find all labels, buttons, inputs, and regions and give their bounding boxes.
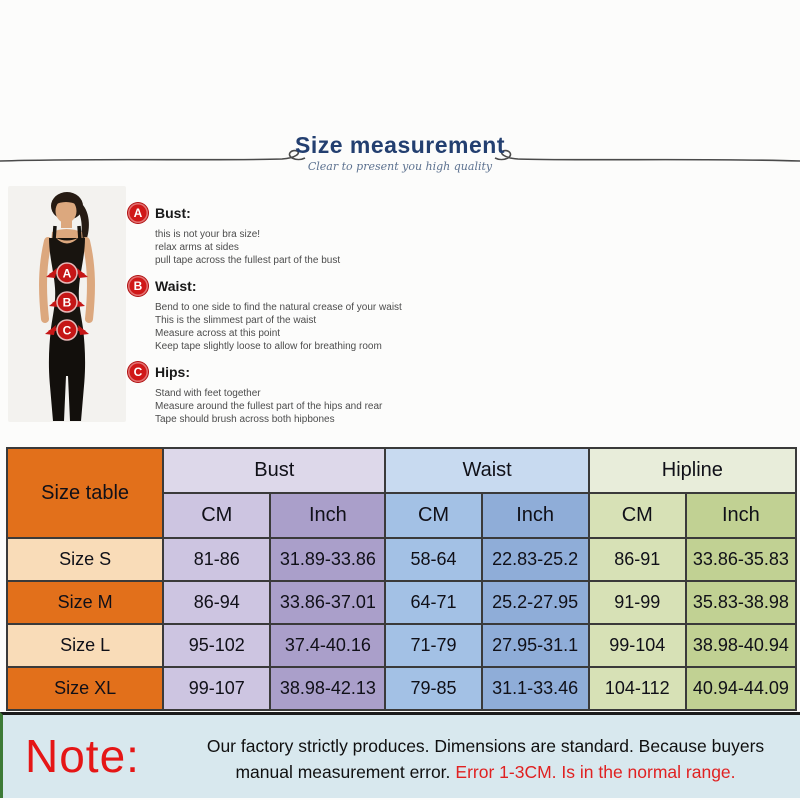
guide-section-waist — [128, 276, 488, 353]
data-cell: 79-85 — [385, 667, 481, 710]
guide-line: Tape should brush across both hipbones — [155, 414, 335, 425]
marker-b-icon: B — [128, 276, 148, 296]
data-cell: 38.98-40.94 — [686, 624, 796, 667]
note-line-2: manual measurement error. — [235, 762, 451, 782]
data-cell: 99-107 — [163, 667, 270, 710]
data-cell: 22.83-25.2 — [482, 538, 589, 581]
guide-section-hips — [128, 362, 488, 426]
marker-c-icon: C — [128, 362, 148, 382]
guide-line: relax arms at sides — [155, 242, 239, 253]
guide-line: pull tape across the fullest part of the bust — [155, 255, 341, 266]
data-cell: 27.95-31.1 — [482, 624, 589, 667]
unit-header-hip-cm: CM — [589, 493, 686, 538]
data-cell: 31.1-33.46 — [482, 667, 589, 710]
guide-title-bust: Bust: — [155, 205, 191, 221]
page-subtitle: Clear to present you high quality — [307, 160, 493, 173]
unit-header-waist-cm: CM — [385, 493, 481, 538]
data-cell: 40.94-44.09 — [686, 667, 796, 710]
data-cell: 86-91 — [589, 538, 686, 581]
unit-header-bust-inch: Inch — [270, 493, 385, 538]
guide-line: Stand with feet together — [155, 388, 261, 399]
row-label: Size L — [7, 624, 163, 667]
group-header-bust: Bust — [163, 448, 385, 493]
data-cell: 104-112 — [589, 667, 686, 710]
marker-a-icon: A — [128, 203, 148, 223]
data-cell: 99-104 — [589, 624, 686, 667]
guide-line: Measure around the fullest part of the hips and rear — [155, 401, 383, 412]
group-header-waist: Waist — [385, 448, 588, 493]
data-cell: 64-71 — [385, 581, 481, 624]
row-label: Size M — [7, 581, 163, 624]
section-header — [0, 132, 800, 173]
row-label: Size S — [7, 538, 163, 581]
model-figure — [8, 186, 126, 422]
table-row-size-l — [7, 624, 796, 667]
data-cell: 86-94 — [163, 581, 270, 624]
guide-section-bust — [128, 203, 488, 267]
data-cell: 71-79 — [385, 624, 481, 667]
data-cell: 38.98-42.13 — [270, 667, 385, 710]
guide-line: Keep tape slightly loose to allow for breathing room — [155, 341, 382, 352]
note-line-1: Our factory strictly produces. Dimensions are standard. Because buyers — [206, 736, 765, 756]
data-cell: 81-86 — [163, 538, 270, 581]
group-header-hipline: Hipline — [589, 448, 796, 493]
table-row-size-xl — [7, 667, 796, 710]
page-title: Size measurement — [295, 132, 505, 158]
data-cell: 31.89-33.86 — [270, 538, 385, 581]
neck — [61, 219, 72, 228]
data-cell: 91-99 — [589, 581, 686, 624]
guide-line: Measure across at this point — [155, 328, 281, 339]
table-row-size-s — [7, 538, 796, 581]
corner-cell: Size table — [7, 448, 163, 538]
note-label: Note: — [25, 730, 140, 782]
note-text — [183, 733, 788, 785]
guide-line: Bend to one side to find the natural crease of your waist — [155, 302, 402, 313]
guide-line: this is not your bra size! — [155, 229, 261, 240]
figure-letter-b: B — [62, 295, 72, 310]
row-label: Size XL — [7, 667, 163, 710]
unit-header-hip-inch: Inch — [686, 493, 796, 538]
figure-letter-a: A — [62, 266, 72, 281]
data-cell: 37.4-40.16 — [270, 624, 385, 667]
note-box — [0, 712, 800, 798]
unit-header-bust-cm: CM — [163, 493, 270, 538]
guide-line: This is the slimmest part of the waist — [155, 315, 317, 326]
figure-letter-c: C — [62, 323, 72, 338]
data-cell: 33.86-35.83 — [686, 538, 796, 581]
table-row-size-m — [7, 581, 796, 624]
unit-header-waist-inch: Inch — [482, 493, 589, 538]
size-table — [6, 447, 797, 711]
data-cell: 25.2-27.95 — [482, 581, 589, 624]
measurement-guide — [128, 203, 488, 435]
data-cell: 58-64 — [385, 538, 481, 581]
guide-title-hips: Hips: — [155, 364, 190, 380]
guide-title-waist: Waist: — [155, 278, 197, 294]
data-cell: 95-102 — [163, 624, 270, 667]
data-cell: 35.83-38.98 — [686, 581, 796, 624]
note-line-2-highlight: Error 1-3CM. Is in the normal range. — [455, 762, 736, 782]
data-cell: 33.86-37.01 — [270, 581, 385, 624]
